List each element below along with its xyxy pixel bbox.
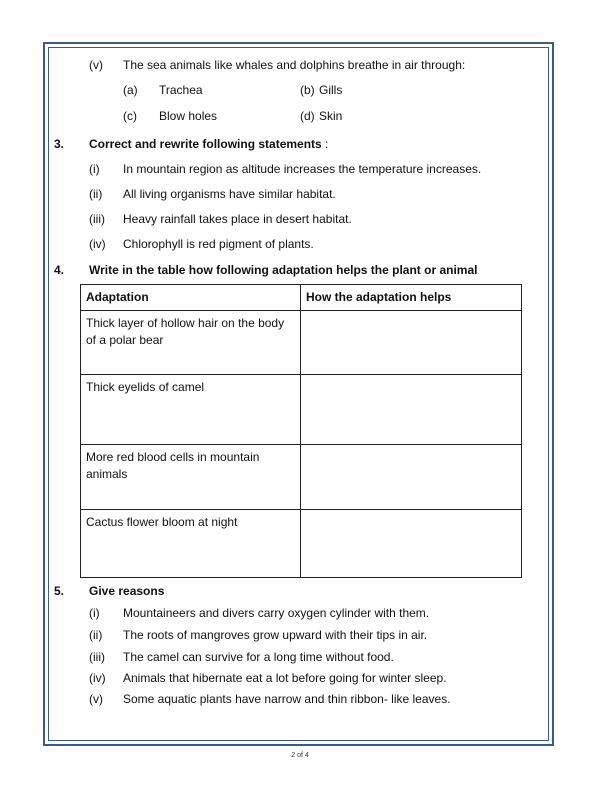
page-number: 2 of 4 [291, 752, 309, 759]
answer-cell[interactable] [301, 375, 522, 445]
answer-cell[interactable] [301, 445, 522, 510]
q3-heading [89, 137, 328, 151]
q5-item-number: (ii) [89, 628, 103, 642]
answer-cell[interactable] [301, 510, 522, 578]
q3-item-text: Heavy rainfall takes place in desert habitat. [123, 212, 352, 226]
option-a-text: Trachea [159, 83, 203, 97]
answer-cell[interactable] [301, 311, 522, 375]
q5-number: 5. [54, 584, 65, 598]
q3-item-number: (i) [89, 162, 100, 176]
q5-title: Give reasons [89, 584, 165, 598]
option-d-text: Skin [319, 109, 343, 123]
q3-item-text: In mountain region as altitude increases the temperature increases. [123, 162, 482, 176]
table-row [81, 445, 522, 510]
option-b-label: (b) [300, 83, 315, 97]
option-d-label: (d) [300, 109, 315, 123]
q3-item-number: (iii) [89, 212, 105, 226]
q4-number: 4. [54, 263, 65, 277]
q5-item-number: (iv) [89, 671, 106, 685]
adaptation-cell: Thick eyelids of camel [81, 375, 301, 445]
table-header-how-helps: How the adaptation helps [301, 285, 522, 311]
q2v-number: (v) [89, 58, 103, 72]
q3-number: 3. [54, 137, 65, 151]
q3-item-number: (ii) [89, 187, 103, 201]
table-header-row [81, 285, 522, 311]
table-row [81, 311, 522, 375]
q5-item-number: (iii) [89, 650, 105, 664]
q5-item-text: Mountaineers and divers carry oxygen cylinder with them. [123, 606, 430, 620]
q5-item-text: Animals that hibernate eat a lot before going for winter sleep. [123, 671, 447, 685]
option-a-label: (a) [123, 83, 138, 97]
table-row [81, 510, 522, 578]
q5-item-number: (i) [89, 606, 100, 620]
adaptation-cell: More red blood cells in mountain animals [81, 445, 301, 510]
option-b-text: Gills [319, 83, 343, 97]
q3-title: Correct and rewrite following statements [89, 137, 322, 151]
q3-colon: : [321, 137, 329, 151]
adaptation-table [80, 284, 522, 578]
q5-item-text: Some aquatic plants have narrow and thin ribbon- like leaves. [123, 692, 451, 706]
q5-item-text: The roots of mangroves grow upward with their tips in air. [123, 628, 428, 642]
table-header-adaptation: Adaptation [81, 285, 301, 311]
q2v-question: The sea animals like whales and dolphins breathe in air through: [123, 58, 466, 72]
adaptation-cell: Cactus flower bloom at night [81, 510, 301, 578]
q5-item-text: The camel can survive for a long time without food. [123, 650, 394, 664]
option-c-text: Blow holes [159, 109, 218, 123]
option-c-label: (c) [123, 109, 137, 123]
q3-item-text: All living organisms have similar habitat. [123, 187, 336, 201]
q3-item-text: Chlorophyll is red pigment of plants. [123, 237, 314, 251]
q3-item-number: (iv) [89, 237, 106, 251]
table-row [81, 375, 522, 445]
adaptation-cell: Thick layer of hollow hair on the body of a polar bear [81, 311, 301, 375]
q4-title: Write in the table how following adaptation helps the plant or animal [89, 263, 478, 277]
q5-item-number: (v) [89, 692, 103, 706]
